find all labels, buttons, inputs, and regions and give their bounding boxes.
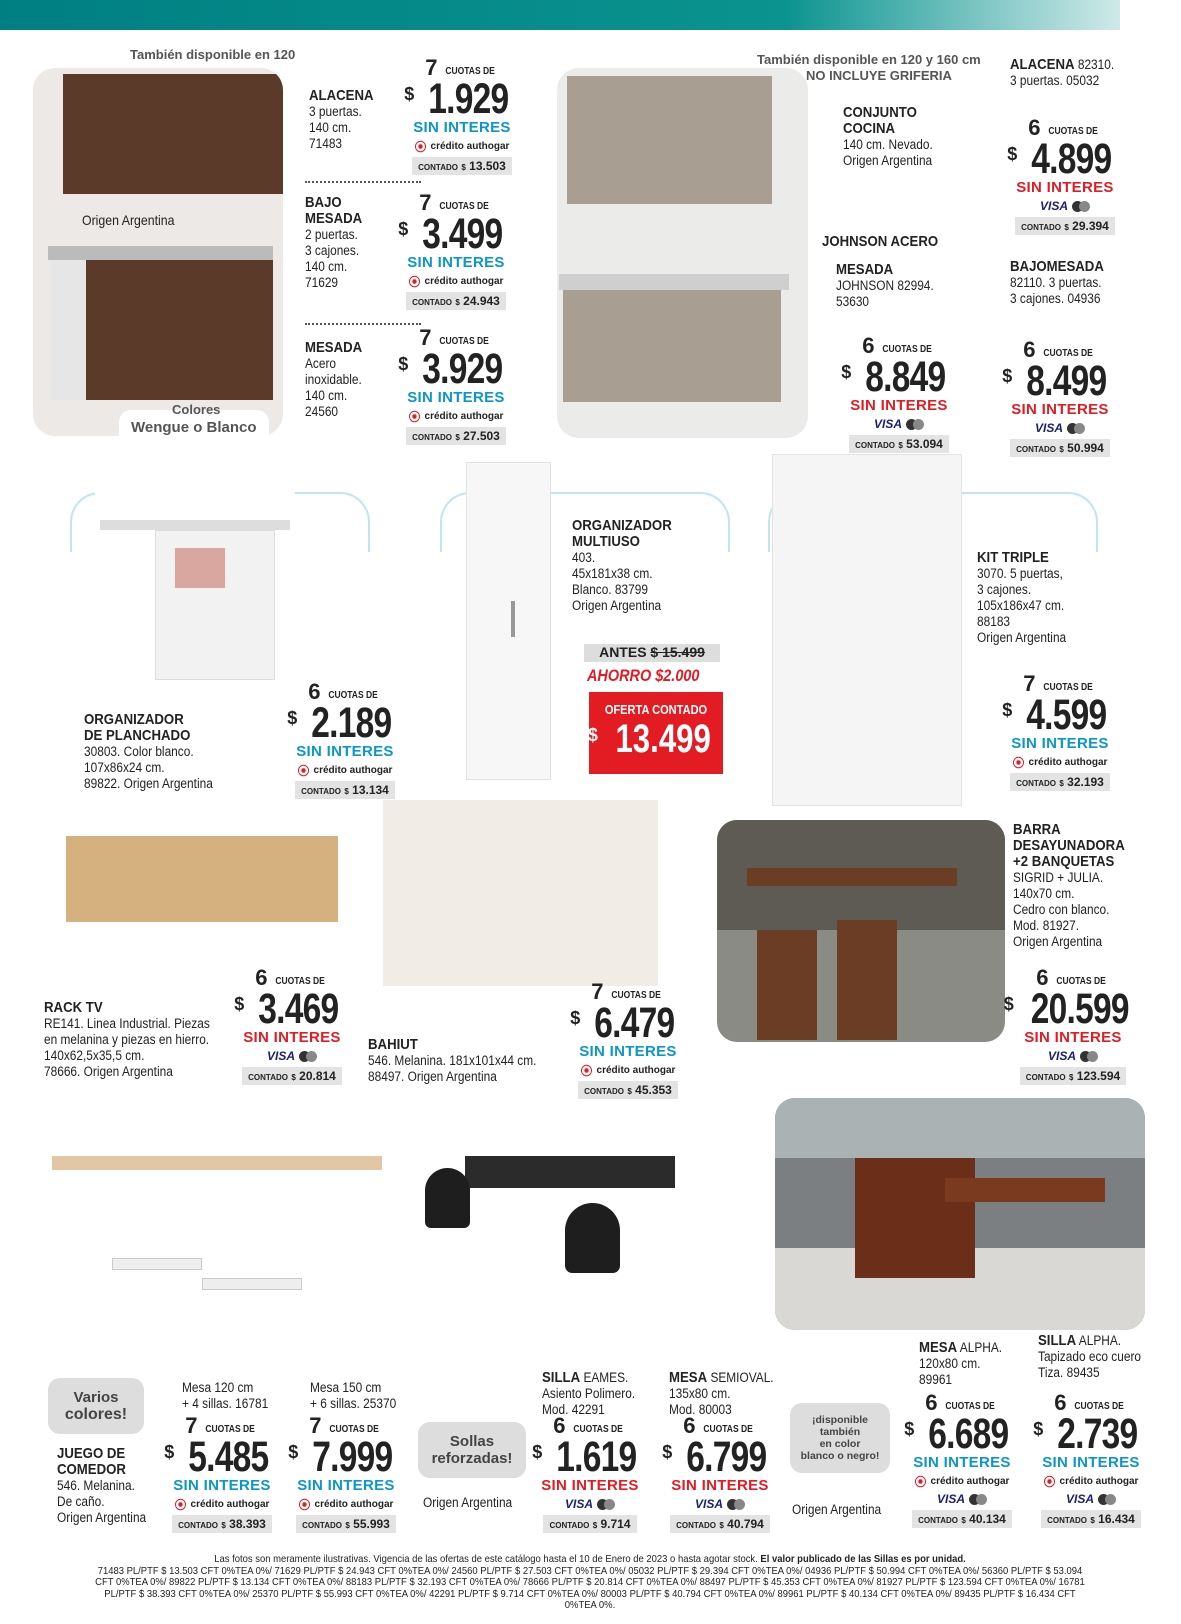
mesa-120-desc: Mesa 120 cm + 4 sillas. 16781 xyxy=(182,1380,269,1411)
location-pin-icon: ⦿ xyxy=(1043,1474,1056,1489)
reinforced-bubble: Sollas reforzadas! xyxy=(418,1422,526,1478)
rack-tv-photo xyxy=(66,832,338,980)
multiuse-organizer-photo xyxy=(466,462,551,780)
availability-note-2: También disponible en 120 y 160 cm xyxy=(757,52,981,67)
location-pin-icon: ⦿ xyxy=(297,763,310,778)
location-pin-icon: ⦿ xyxy=(174,1497,187,1512)
bahiut-photo xyxy=(383,800,658,986)
legal-footer: Las fotos son meramente ilustrativas. Vigencia de las ofertas de este catálogo hasta el 10 de Enero de 2023 o hasta agotar stock. El valor publicado de las Sillas es por unidad. 71483 PL/PTF $ 13.503 CFT 0%TEA 0%/ 71629 PL/PTF $ 24.943 CFT 0%TEA 0%/ 24560 PL/PTF $ 27.503 CFT 0%TEA 0%/ 05032 PL/PTF $ 29.394 CFT 0%TEA 0%/ 04936 PL/PTF $ 50.994 CFT 0%TEA 0%/ 56360 PL/PTF $ 53.094 CFT 0%TEA 0%/ 89822 PL/PTF $ 13.134 CFT 0%TEA 0%/ 88183 PL/PTF $ 32.193 CFT 0%TEA 0%/ 78666 PL/PTF $ 20.814 CFT 0%TEA 0%/ 88497 PL/PTF $ 45.353 CFT 0%TEA 0%/ 81927 PL/PTF $ 123.594 CFT 0%TEA 0%/ 16781 PL/PTF $ 38.393 CFT 0%TEA 0%/ 25370 PL/PTF $ 55.993 CFT 0%TEA 0%/ 42291 PL/PTF $ 9.714 CFT 0%TEA 0%/ 80003 PL/PTF $ 40.794 CFT 0%TEA 0%/ 89961 PL/PTF $ 40.134 CFT 0%TEA 0%/ 89435 PL/PTF $ 16.434 CFT 0%TEA 0%. xyxy=(95,1553,1085,1611)
origin-label: Origen Argentina xyxy=(423,1495,513,1510)
price-block-bahiut: 7 CUOTAS DE $ 6.479 SIN INTERES ⦿ crédito authogar CONTADO $ 45.353 xyxy=(570,979,677,1097)
location-pin-icon: ⦿ xyxy=(414,139,427,154)
location-pin-icon: ⦿ xyxy=(914,1474,927,1489)
alacena-2-desc: ALACENA 82310. 3 puertas. 05032 xyxy=(1010,56,1115,88)
price-block-mesa-120: 7 CUOTAS DE $ 5.485 SIN INTERES ⦿ crédito authogar CONTADO $ 38.393 xyxy=(164,1413,271,1531)
mesa-alpha-desc: MESA ALPHA. 120x80 cm. 89961 xyxy=(919,1339,1003,1387)
kitchen-set-photo xyxy=(33,68,283,436)
price-block-rack-tv: 6 CUOTAS DE $ 3.469 SIN INTERES VISA CONTADO $ 20.814 xyxy=(234,965,341,1083)
savings-label: AHORRO $2.000 xyxy=(587,666,700,685)
kitchen-cabinet-photo xyxy=(557,68,808,438)
juego-comedor-desc: JUEGO DE COMEDOR 546. Melanina. De caño. Origen Argentina xyxy=(57,1445,147,1525)
mastercard-icon xyxy=(1080,1051,1098,1062)
price-block-alacena: 7 CUOTAS DE $ 1.929 SIN INTERES ⦿ crédito authogar CONTADO $ 13.503 xyxy=(404,55,511,173)
price-block-barra: 6 CUOTAS DE $ 20.599 SIN INTERES VISA CONTADO $ 123.594 xyxy=(1003,965,1129,1083)
color-availability-bubble: ¡disponible también en color blanco o negro! xyxy=(790,1403,890,1473)
before-price: ANTES $ 15.499 xyxy=(584,644,720,662)
price-block-silla-alpha: 6 CUOTAS DE $ 2.739 SIN INTERES ⦿ crédito authogar VISA CONTADO $ 16.434 xyxy=(1033,1390,1140,1526)
location-pin-icon: ⦿ xyxy=(408,274,421,289)
eames-set-photo xyxy=(425,1128,730,1340)
price-block-bajo-mesada: 7 CUOTAS DE $ 3.499 SIN INTERES ⦿ crédito authogar CONTADO $ 24.943 xyxy=(398,190,505,308)
colors-value: Wengue o Blanco xyxy=(131,419,257,436)
alpha-set-photo xyxy=(775,1098,1145,1330)
cash-offer-box: OFERTA CONTADO $ 13.499 xyxy=(589,692,723,774)
conjunto-desc: CONJUNTO COCINA 140 cm. Nevado. Origen Argentina xyxy=(843,104,933,168)
location-pin-icon: ⦿ xyxy=(580,1063,593,1078)
ironing-organizer-photo xyxy=(95,468,295,696)
mastercard-icon xyxy=(969,1494,987,1505)
silla-eames-desc: SILLA EAMES. Asiento Polimero. Mod. 42291 xyxy=(542,1369,636,1417)
rack-tv-desc: RACK TV RE141. Linea Industrial. Piezas en melanina y piezas en hierro. 140x62,5x35,5 cm. 78666. Origen Argentina xyxy=(44,999,210,1079)
mastercard-icon xyxy=(299,1051,317,1062)
silla-alpha-desc: SILLA ALPHA. Tapizado eco cuero Tiza. 89435 xyxy=(1038,1332,1142,1380)
colors-label: Colores xyxy=(172,402,221,417)
origin-label: Origen Argentina xyxy=(82,212,175,228)
price-block-silla-eames: 6 CUOTAS DE $ 1.619 SIN INTERES VISA CONTADO $ 9.714 xyxy=(532,1413,639,1531)
bahiut-desc: BAHIUT 546. Melanina. 181x101x44 cm. 88497. Origen Argentina xyxy=(368,1036,537,1084)
mastercard-icon xyxy=(1067,423,1085,434)
price-block-mesa-alpha: 6 CUOTAS DE $ 6.689 SIN INTERES ⦿ crédito authogar VISA CONTADO $ 40.134 xyxy=(904,1390,1011,1526)
divider xyxy=(305,323,421,325)
price-block-mesada-johnson: 6 CUOTAS DE $ 8.849 SIN INTERES VISA CONTADO $ 53.094 xyxy=(841,333,948,451)
mastercard-icon xyxy=(1072,201,1090,212)
kit-triple-photo xyxy=(772,454,962,806)
mastercard-icon xyxy=(1098,1494,1116,1505)
origin-label: Origen Argentina xyxy=(792,1502,882,1517)
price-block-mesa-150: 7 CUOTAS DE $ 7.999 SIN INTERES ⦿ crédito authogar CONTADO $ 55.993 xyxy=(288,1413,395,1531)
price-block-mesa-semioval: 6 CUOTAS DE $ 6.799 SIN INTERES VISA CONTADO $ 40.794 xyxy=(662,1413,769,1531)
mastercard-icon xyxy=(906,419,924,430)
mesada-johnson-desc: MESADA JOHNSON 82994. 53630 xyxy=(836,261,934,309)
price-block-alacena-2: 6 CUOTAS DE $ 4.899 SIN INTERES VISA CONTADO $ 29.394 xyxy=(1007,115,1114,233)
barra-desc: BARRA DESAYUNADORA +2 BANQUETAS SIGRID + JULIA. 140x70 cm. Cedro con blanco. Mod. 81927. Origen Argentina xyxy=(1013,821,1125,949)
mesa-semioval-desc: MESA SEMIOVAL. 135x80 cm. Mod. 80003 xyxy=(669,1369,774,1417)
mastercard-icon xyxy=(727,1499,745,1510)
alacena-desc: ALACENA 3 puertas. 140 cm. 71483 xyxy=(309,87,374,151)
kit-triple-desc: KIT TRIPLE 3070. 5 puertas, 3 cajones. 105x186x47 cm. 88183 Origen Argentina xyxy=(977,549,1067,645)
bajomesada-desc: BAJOMESADA 82110. 3 puertas. 3 cajones. 04936 xyxy=(1010,258,1104,306)
bajo-mesada-desc: BAJO MESADA 2 puertas. 3 cajones. 140 cm. 71629 xyxy=(305,194,363,290)
divider xyxy=(305,181,421,183)
organizador-multiuso-desc: ORGANIZADOR MULTIUSO 403. 45x181x38 cm. Blanco. 83799 Origen Argentina xyxy=(572,517,672,613)
price-block-bajomesada: 6 CUOTAS DE $ 8.499 SIN INTERES VISA CONTADO $ 50.994 xyxy=(1002,337,1109,455)
breakfast-bar-photo xyxy=(717,820,1005,1042)
mesada-desc: MESADA Acero inoxidable. 140 cm. 24560 xyxy=(305,339,363,419)
location-pin-icon: ⦿ xyxy=(408,409,421,424)
price-block-organizador-planchado: 6 CUOTAS DE $ 2.189 SIN INTERES ⦿ crédito authogar CONTADO $ 13.134 xyxy=(287,679,394,797)
location-pin-icon: ⦿ xyxy=(298,1497,311,1512)
colors-bubble: Varios colores! xyxy=(48,1378,144,1434)
availability-note: También disponible en 120 xyxy=(130,47,296,62)
mastercard-icon xyxy=(597,1499,615,1510)
mesa-150-desc: Mesa 150 cm + 6 sillas. 25370 xyxy=(310,1380,397,1411)
dining-set-photo xyxy=(52,1128,382,1374)
price-block-mesada: 7 CUOTAS DE $ 3.929 SIN INTERES ⦿ crédito authogar CONTADO $ 27.503 xyxy=(398,325,505,443)
organizador-planchado-desc: ORGANIZADOR DE PLANCHADO 30803. Color blanco. 107x86x24 cm. 89822. Origen Argentina xyxy=(84,711,213,791)
price-block-kit-triple: 7 CUOTAS DE $ 4.599 SIN INTERES ⦿ crédito authogar CONTADO $ 32.193 xyxy=(1002,671,1109,789)
no-faucet-note: NO INCLUYE GRIFERIA xyxy=(806,68,952,83)
location-pin-icon: ⦿ xyxy=(1012,755,1025,770)
johnson-heading: JOHNSON ACERO xyxy=(822,233,939,250)
header-bar xyxy=(0,0,1120,30)
